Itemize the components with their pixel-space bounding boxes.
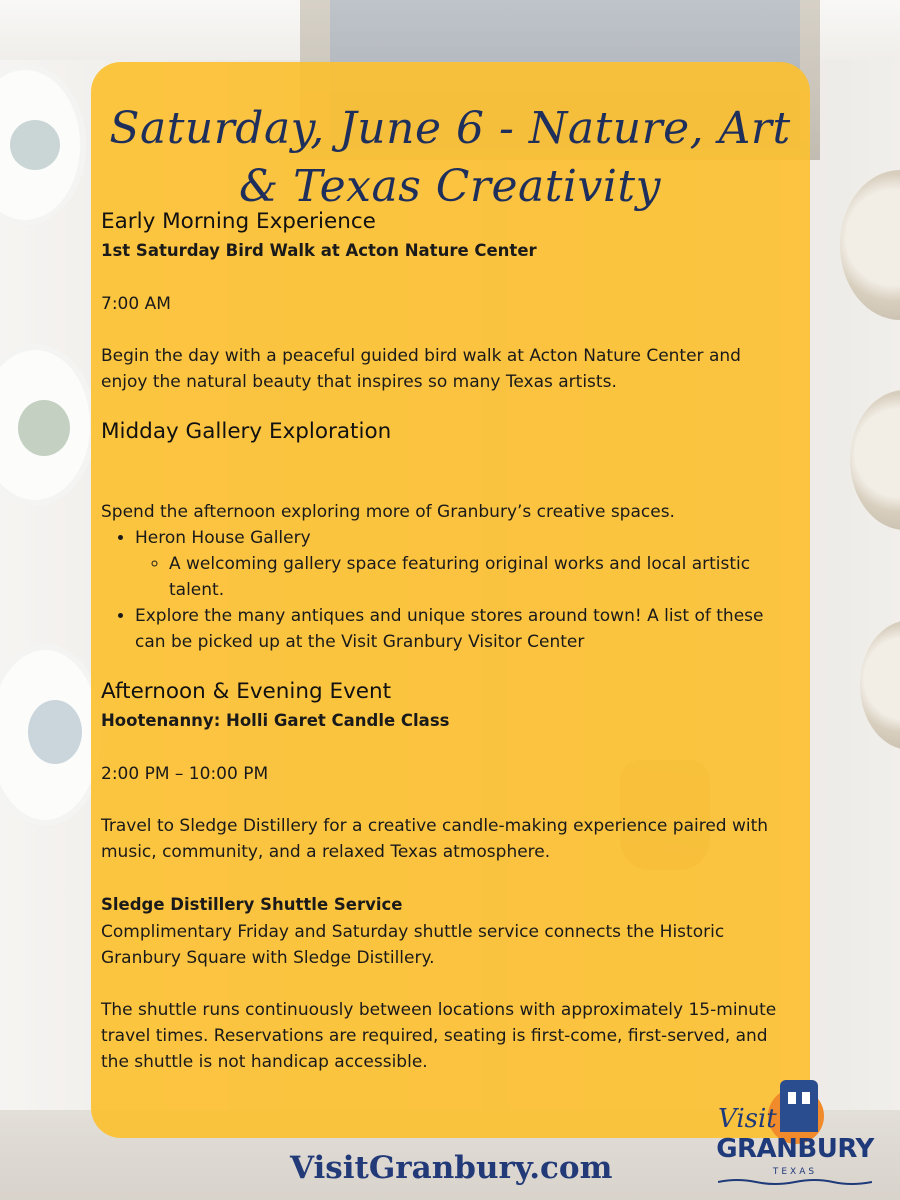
logo-subtext: TEXAS bbox=[772, 1167, 818, 1177]
list-item bbox=[135, 525, 791, 603]
logo-script-text: Visit bbox=[718, 1104, 777, 1134]
section-heading-morning: Early Morning Experience bbox=[101, 209, 376, 234]
midday-list bbox=[101, 525, 791, 655]
courthouse-icon bbox=[780, 1080, 818, 1132]
list-item-antiques: Explore the many antiques and unique stores around town! A list of these can be picked up at the Visit Granbury Visitor Center bbox=[135, 606, 764, 652]
event-time-candle-class: 2:00 PM – 10:00 PM bbox=[101, 764, 269, 784]
event-name-bird-walk: 1st Saturday Bird Walk at Acton Nature Center bbox=[101, 241, 537, 260]
shuttle-details: The shuttle runs continuously between locations with approximately 15-minute travel times. Reservations are required, seating is first-come, first-served, and the shuttle is not handicap accessible. bbox=[101, 1000, 777, 1072]
event-name-candle-class: Hootenanny: Holli Garet Candle Class bbox=[101, 711, 450, 730]
midday-intro: Spend the afternoon exploring more of Granbury’s creative spaces. bbox=[101, 502, 675, 522]
logo-wordmark: GRANBURY bbox=[716, 1134, 874, 1164]
event-description-candle-class: Travel to Sledge Distillery for a creative candle-making experience paired with music, community, and a relaxed Texas atmosphere. bbox=[101, 816, 769, 862]
visit-granbury-logo bbox=[706, 1078, 884, 1190]
shuttle-description: Complimentary Friday and Saturday shuttle service connects the Historic Granbury Square with Sledge Distillery. bbox=[101, 922, 725, 968]
list-item-gallery: Heron House Gallery bbox=[135, 528, 311, 548]
website-link[interactable]: VisitGranbury.com bbox=[290, 1150, 613, 1186]
shuttle-heading: Sledge Distillery Shuttle Service bbox=[101, 895, 403, 914]
section-heading-midday: Midday Gallery Exploration bbox=[101, 419, 392, 444]
page-title: Saturday, June 6 - Nature, Art & Texas Creativity bbox=[109, 103, 791, 212]
gallery-detail: A welcoming gallery space featuring original works and local artistic talent. bbox=[169, 554, 751, 600]
event-description-bird-walk: Begin the day with a peaceful guided bird walk at Acton Nature Center and enjoy the natural beauty that inspires so many Texas artists. bbox=[101, 346, 741, 392]
event-time-bird-walk: 7:00 AM bbox=[101, 294, 171, 314]
list-item-detail bbox=[169, 551, 791, 603]
section-heading-afternoon: Afternoon & Evening Event bbox=[101, 679, 392, 704]
itinerary-content bbox=[101, 207, 791, 1075]
wave-icon bbox=[718, 1178, 872, 1186]
list-item bbox=[135, 603, 791, 655]
